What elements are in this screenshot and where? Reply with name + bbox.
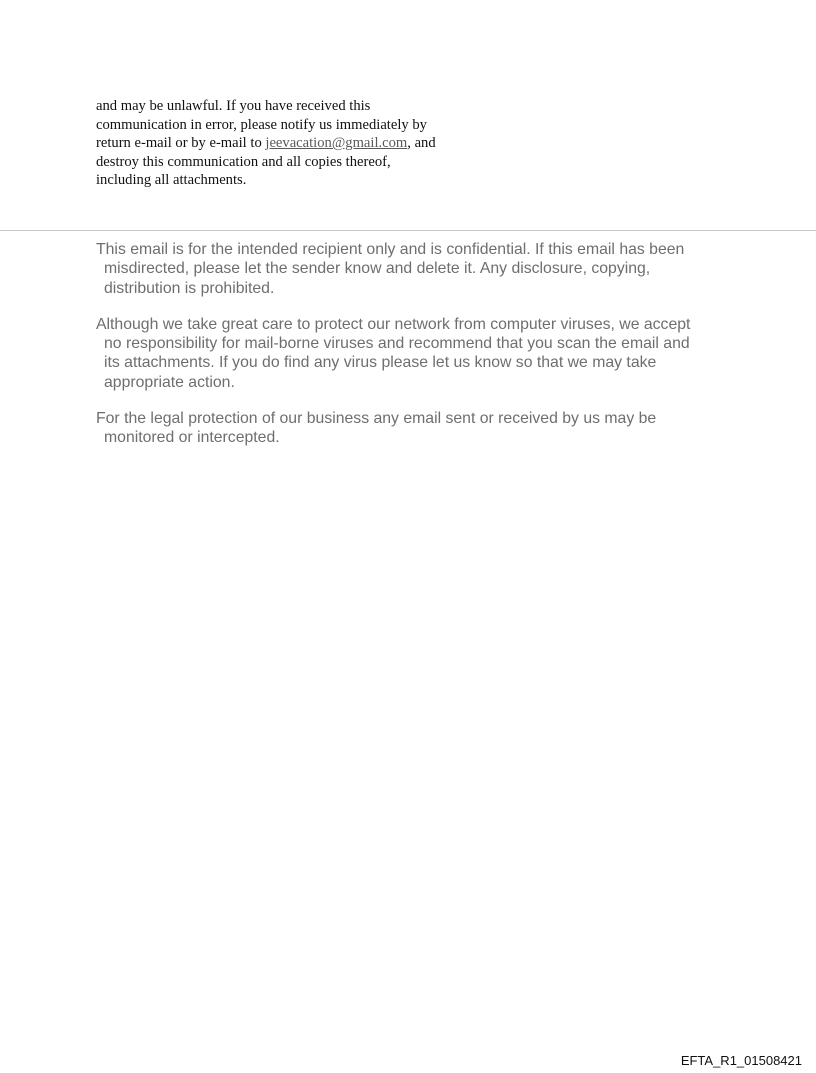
notice-line: including all attachments. [96,172,247,189]
confidentiality-notice [96,97,476,190]
disclaimer-line: Although we take great care to protect our network from computer viruses, we accept [96,315,691,333]
email-link[interactable]: jeevacation@gmail.com [265,135,408,152]
disclaimer-paragraph-viruses [96,315,796,392]
notice-line: and may be unlawful. If you have received this [96,98,371,114]
notice-text: return e-mail or by e-mail to [96,135,266,152]
disclaimer-line: appropriate action. [104,373,235,391]
disclaimer-line: monitored or intercepted. [104,429,280,447]
notice-line: destroy this communication and all copies thereof, [96,153,391,170]
disclaimer-line: no responsibility for mail-borne viruses and recommend that you scan the email and [104,335,690,353]
email-disclaimer [96,240,796,465]
document-id: EFTA_R1_01508421 [680,1053,802,1068]
notice-line [96,134,476,153]
disclaimer-line: misdirected, please let the sender know and delete it. Any disclosure, copying, [104,260,651,278]
disclaimer-line: For the legal protection of our business any email sent or received by us may be [96,410,657,428]
notice-line: communication in error, please notify us immediately by [96,116,427,133]
disclaimer-line: distribution is prohibited. [104,279,275,297]
section-divider [0,230,816,231]
disclaimer-line: its attachments. If you do find any virus please let us know so that we may take [104,354,657,372]
disclaimer-paragraph-confidential [96,240,796,298]
notice-text: , and [407,135,436,152]
disclaimer-paragraph-monitoring [96,409,796,448]
disclaimer-line: This email is for the intended recipient only and is confidential. If this email has been [96,241,685,258]
